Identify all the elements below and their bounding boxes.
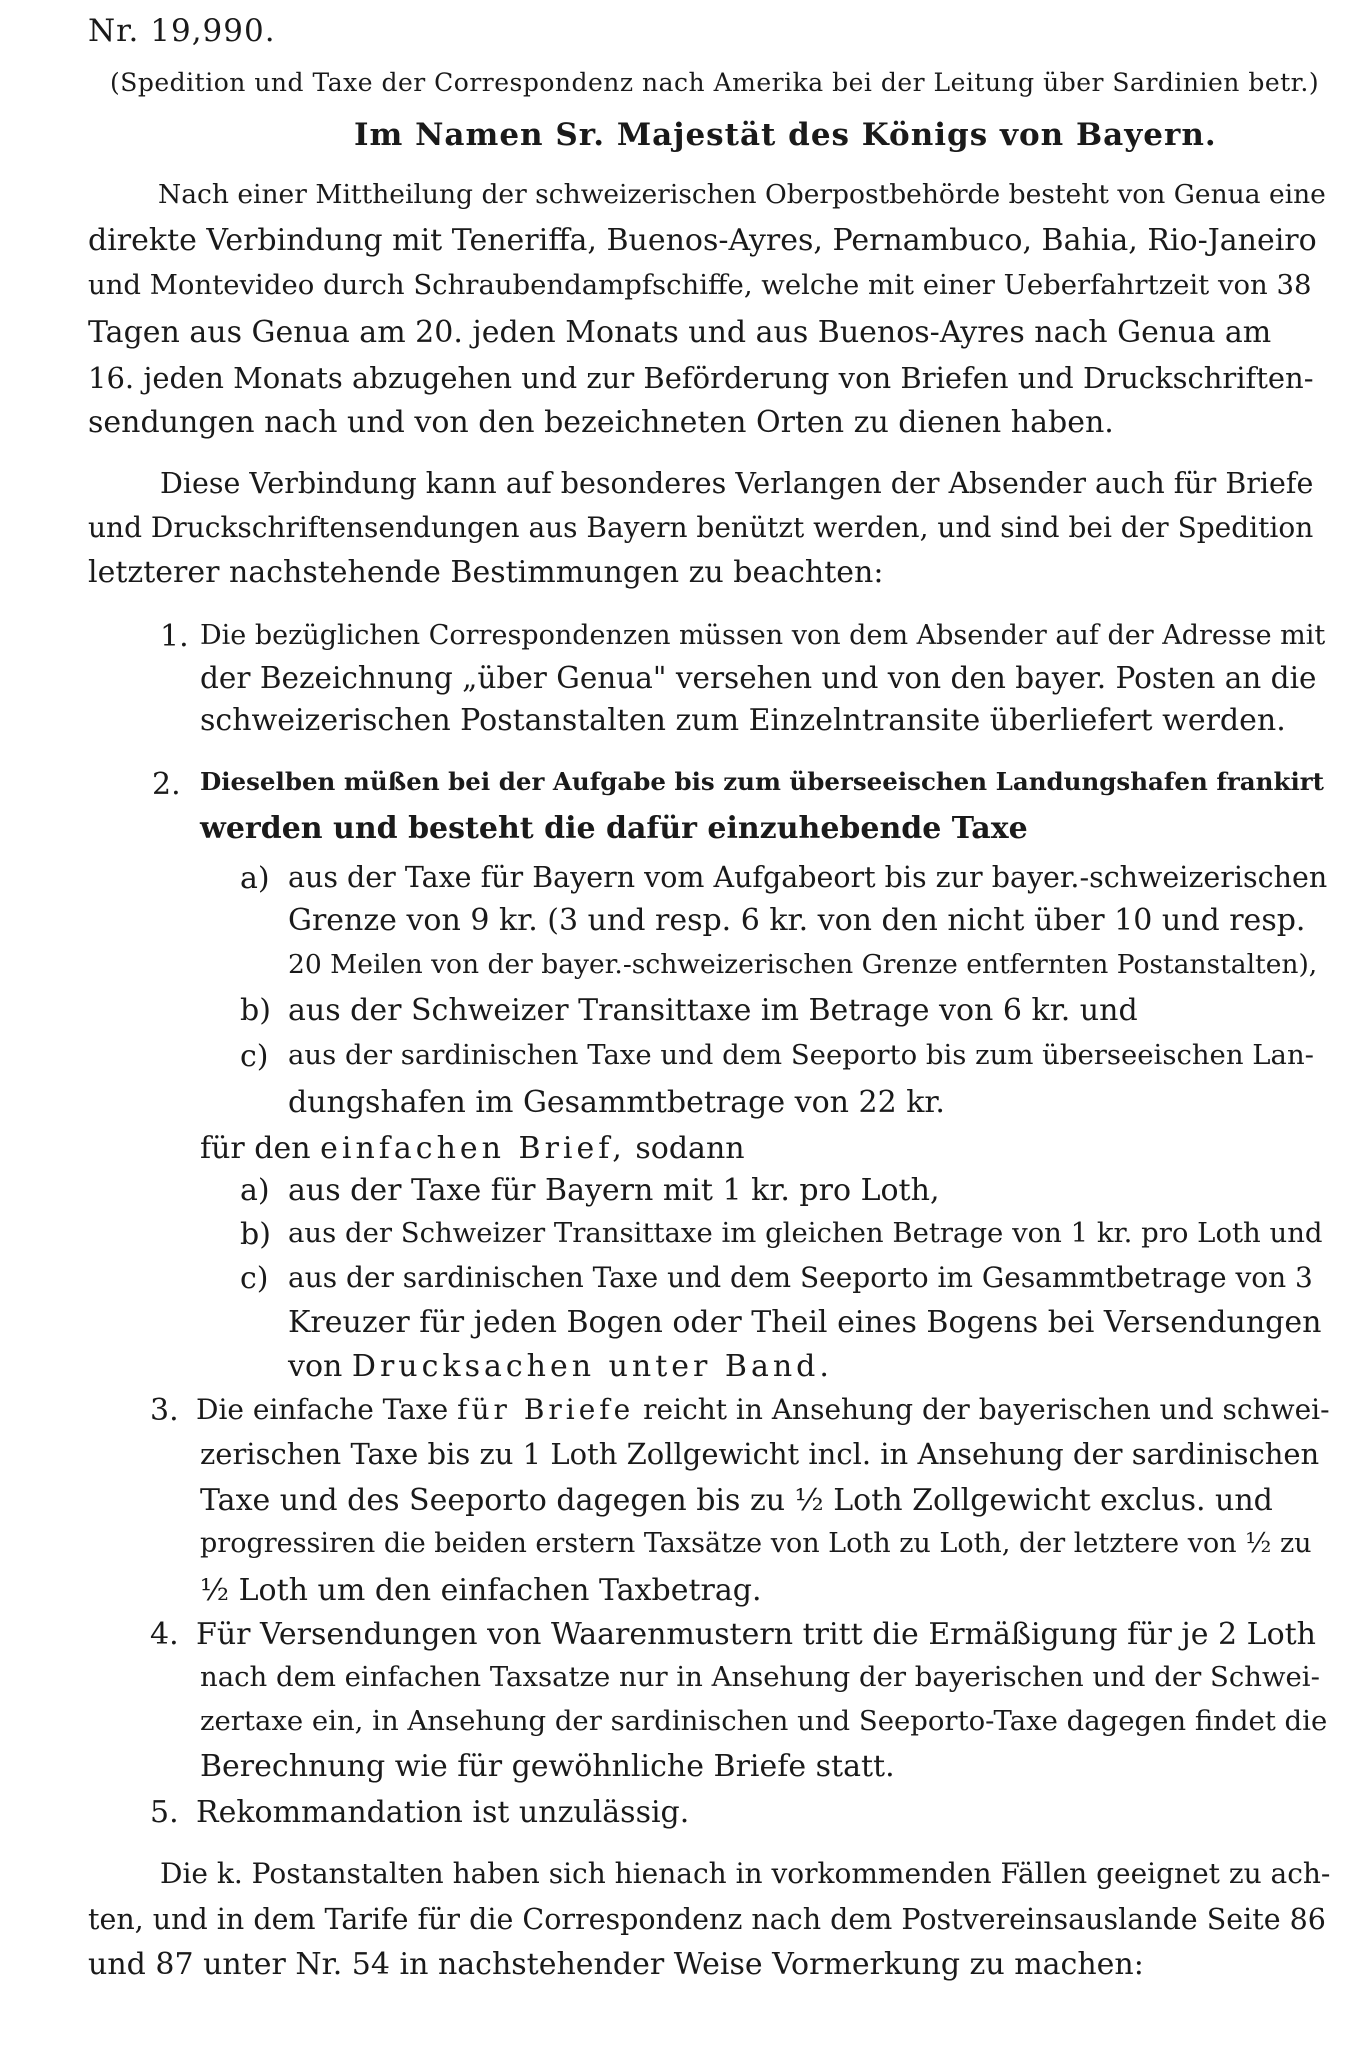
document-number: Nr. 19,990. xyxy=(88,13,276,49)
item-2-line: werden und besteht die dafür einzuhebende Taxe xyxy=(200,811,1028,846)
closing-line: Die k. Postanstalten haben sich hienach in vorkommenden Fällen geeignet zu ach- xyxy=(160,1857,1331,1890)
closing-line: und 87 unter Nr. 54 in nachstehender Weise Vormerkung zu machen: xyxy=(88,1947,1144,1982)
item-2-sub-label: a) xyxy=(240,1173,270,1208)
item-2-sub-label: b) xyxy=(240,1217,271,1252)
document-heading: Im Namen Sr. Majestät des Königs von Bayern. xyxy=(354,117,1217,153)
item-3-line: Taxe und des Seeporto dagegen bis zu ½ Loth Zollgewicht exclus. und xyxy=(200,1483,1273,1518)
item-1-line: Die bezüglichen Correspondenzen müssen von dem Absender auf der Adresse mit xyxy=(200,620,1326,651)
item-2-sub-label: b) xyxy=(240,993,271,1028)
item-1-line: der Bezeichnung „über Genua" versehen und von den bayer. Posten an die xyxy=(200,661,1317,695)
closing-line: ten, und in dem Tarife für die Correspondenz nach dem Postvereinsauslande Seite 86 xyxy=(88,1903,1326,1936)
middle-spaced-emphasis: einfachen Brief, xyxy=(320,1131,626,1166)
item-5-text: Rekommandation ist unzulässig. xyxy=(196,1795,690,1830)
item-2-sub-line: dungshafen im Gesammtbetrage von 22 kr. xyxy=(288,1085,945,1120)
item-2-sub-line: Kreuzer für jeden Bogen oder Theil eines Bogens bei Versendungen xyxy=(288,1305,1322,1340)
item-4-line: zertaxe ein, in Ansehung der sardinischen und Seeporto-Taxe dagegen findet die xyxy=(200,1705,1328,1737)
item-2-sub-line: aus der Schweizer Transittaxe im gleichen Betrage von 1 kr. pro Loth und xyxy=(288,1217,1323,1249)
item-2-sub-label: a) xyxy=(240,861,270,896)
item-4-line: Berechnung wie für gewöhnliche Briefe statt. xyxy=(200,1749,895,1784)
middle-suffix: sodann xyxy=(635,1131,745,1166)
item-2-sub-label: c) xyxy=(240,1261,269,1296)
item-2-number: 2. xyxy=(152,767,181,802)
item-3-line: zerischen Taxe bis zu 1 Loth Zollgewicht incl. in Ansehung der sardinischen xyxy=(200,1437,1320,1471)
item-2-sub-line: aus der Taxe für Bayern mit 1 kr. pro Loth, xyxy=(288,1173,940,1208)
paragraph-2-line: letzterer nachstehende Bestimmungen zu beachten: xyxy=(88,555,884,590)
item-2-last-line xyxy=(288,1349,833,1384)
item-3-number: 3. xyxy=(150,1393,179,1428)
item-2-sub-line: aus der sardinischen Taxe und dem Seeporto bis zum überseeischen Lan- xyxy=(288,1039,1314,1071)
paragraph-1-line: direkte Verbindung mit Teneriffa, Buenos-Ayres, Pernambuco, Bahia, Rio-Janeiro xyxy=(88,223,1317,258)
item-2-sub-label: c) xyxy=(240,1039,269,1074)
paragraph-1-line: sendungen nach und von den bezeichneten Orten zu dienen haben. xyxy=(88,405,1114,440)
item-2-sub-line: Grenze von 9 kr. (3 und resp. 6 kr. von den nicht über 10 und resp. xyxy=(288,903,1306,938)
item-2-sub-line: 20 Meilen von der bayer.-schweizerischen Grenze entfernten Postanstalten), xyxy=(288,949,1318,980)
item-3-prefix: Die einfache Taxe xyxy=(196,1393,449,1426)
paragraph-1-line: 16. jeden Monats abzugehen und zur Beförderung von Briefen und Druckschriften- xyxy=(88,361,1314,395)
last-spaced-emphasis: Drucksachen unter Band. xyxy=(351,1349,833,1384)
paragraph-2-line: Diese Verbindung kann auf besonderes Verlangen der Absender auch für Briefe xyxy=(160,467,1314,500)
item-5-number: 5. xyxy=(150,1795,179,1830)
item-1-line: schweizerischen Postanstalten zum Einzelntransite überliefert werden. xyxy=(200,703,1286,738)
item-2-middle-line xyxy=(200,1131,745,1166)
item-3-line: ½ Loth um den einfachen Taxbetrag. xyxy=(200,1573,762,1608)
item-4-number: 4. xyxy=(150,1617,179,1652)
item-3-line: progressiren die beiden erstern Taxsätze von Loth zu Loth, der letztere von ½ zu xyxy=(200,1528,1312,1559)
item-2-line: Dieselben müßen bei der Aufgabe bis zum überseeischen Landungshafen frankirt xyxy=(200,767,1324,796)
item-3-suffix: reicht in Ansehung der bayerischen und schwei- xyxy=(643,1393,1330,1426)
item-1-number: 1. xyxy=(160,619,189,654)
item-4-line: nach dem einfachen Taxsatze nur in Ansehung der bayerischen und der Schwei- xyxy=(200,1661,1320,1693)
item-3-spaced-emphasis: für Briefe xyxy=(457,1393,635,1426)
item-2-sub-line: aus der sardinischen Taxe und dem Seeporto im Gesammtbetrage von 3 xyxy=(288,1261,1313,1294)
paragraph-1-line: Nach einer Mittheilung der schweizerischen Oberpostbehörde besteht von Genua eine xyxy=(158,179,1326,210)
paragraph-1-line: Tagen aus Genua am 20. jeden Monats und aus Buenos-Ayres nach Genua am xyxy=(88,315,1272,350)
item-3-first-line xyxy=(196,1393,1330,1426)
document-subtitle: (Spedition und Taxe der Correspondenz nach Amerika bei der Leitung über Sardinien betr.) xyxy=(110,68,1320,97)
paragraph-1-line: und Montevideo durch Schraubendampfschiffe, welche mit einer Ueberfahrtzeit von 38 xyxy=(88,269,1312,301)
item-4-line: Für Versendungen von Waarenmustern tritt die Ermäßigung für je 2 Loth xyxy=(196,1617,1317,1652)
item-2-sub-line: aus der Schweizer Transittaxe im Betrage von 6 kr. und xyxy=(288,993,1138,1028)
last-prefix: von xyxy=(288,1349,343,1384)
middle-prefix: für den xyxy=(200,1131,311,1166)
paragraph-2-line: und Druckschriftensendungen aus Bayern benützt werden, und sind bei der Spedition xyxy=(88,511,1314,544)
item-2-sub-line: aus der Taxe für Bayern vom Aufgabeort bis zur bayer.-schweizerischen xyxy=(288,861,1328,894)
